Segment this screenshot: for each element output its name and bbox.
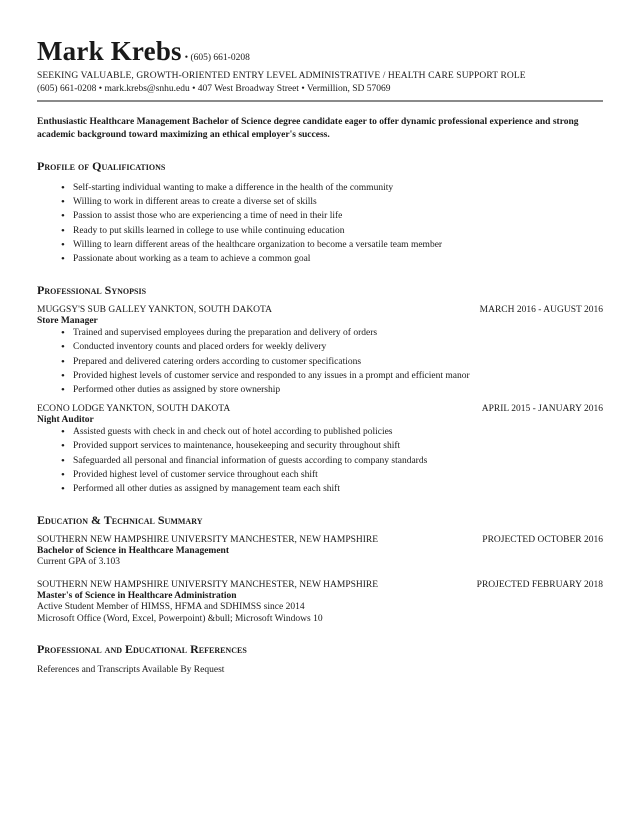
degree-name: Bachelor of Science in Healthcare Management	[37, 546, 229, 557]
job-dates: MARCH 2016 - AUGUST 2016	[479, 305, 603, 316]
list-item: • Provided highest levels of customer service and responded to any issues in a prompt and efficient manor	[61, 369, 470, 382]
list-item: • Provided support services to maintenance, housekeeping and security throughout shift	[61, 440, 401, 453]
list-item: • Assisted guests with check in and check out of hotel according to published policies	[61, 426, 393, 439]
job-role: Store Manager	[37, 316, 98, 327]
summary-statement: Enthusiastic Healthcare Management Bachelor of Science degree candidate eager to offer dynamic professional experience and strong academic background toward maximizing an ethical employer's success.	[37, 117, 579, 140]
section-title-qualifications: Profile of Qualifications	[37, 159, 166, 173]
bullet-icon: •	[61, 355, 65, 368]
qualifications-list	[37, 181, 603, 266]
job-header	[37, 305, 603, 315]
bullet-icon: •	[61, 440, 65, 453]
job-duties-list	[37, 326, 603, 397]
bullet-icon: •	[61, 196, 65, 209]
objective-line: SEEKING VALUABLE, GROWTH-ORIENTED ENTRY LEVEL ADMINISTRATIVE / HEALTH CARE SUPPORT ROLE	[37, 71, 526, 81]
bullet-icon: •	[61, 327, 65, 340]
bullet-icon: •	[61, 483, 65, 496]
list-item: • Provided highest level of customer service throughout each shift	[61, 468, 318, 481]
bullet-icon: •	[61, 454, 65, 467]
education-detail: Current GPA of 3.103	[37, 557, 121, 568]
list-item: • Passion to assist those who are experiencing a time of need in their life	[61, 210, 343, 223]
list-item: • Prepared and delivered catering orders according to customer specifications	[61, 355, 362, 368]
list-item: • Passionate about working as a team to achieve a common goal	[61, 253, 311, 266]
education-dates: PROJECTED OCTOBER 2016	[482, 535, 603, 546]
bullet-icon: •	[61, 468, 65, 481]
bullet-icon: •	[61, 253, 65, 266]
bullet-icon: •	[61, 426, 65, 439]
job-duties-list	[37, 425, 603, 496]
bullet-icon: •	[61, 369, 65, 382]
education-dates: PROJECTED FEBRUARY 2018	[476, 580, 603, 591]
job-role: Night Auditor	[37, 415, 94, 426]
bullet-icon: •	[61, 182, 65, 194]
references-text: References and Transcripts Available By Request	[37, 665, 225, 676]
section-title-education: Education & Technical Summary	[37, 513, 203, 528]
bullet-icon: •	[61, 384, 65, 397]
education-entry	[37, 535, 603, 568]
bullet-icon: •	[61, 224, 65, 237]
job-dates: APRIL 2015 - JANUARY 2016	[481, 404, 603, 415]
list-item: • Conducted inventory counts and placed orders for weekly delivery	[61, 341, 327, 354]
education-detail: Microsoft Office (Word, Excel, Powerpoint) &bull; Microsoft Windows 10	[37, 614, 323, 625]
list-item: • Trained and supervised employees during the preparation and delivery of orders	[61, 327, 378, 340]
list-item: • Willing to learn different areas of the healthcare organization to become a versatile team member	[61, 238, 443, 251]
bullet-icon: •	[61, 341, 65, 354]
name-row	[37, 36, 603, 67]
list-item: • Safeguarded all personal and financial information of guests according to company standards	[61, 454, 428, 467]
list-item: • Willing to work in different areas to create a diverse set of skills	[61, 196, 317, 209]
education-header	[37, 535, 603, 545]
bullet-icon: •	[61, 238, 65, 251]
bullet-icon: •	[61, 210, 65, 223]
list-item: • Ready to put skills learned in college to use while continuing education	[61, 224, 345, 237]
education-detail: Active Student Member of HIMSS, HFMA and SDHIMSS since 2014	[37, 602, 305, 613]
name-phone: • (605) 661-0208	[184, 53, 250, 63]
degree-name: Master's of Science in Healthcare Administration	[37, 591, 237, 602]
school-name: SOUTHERN NEW HAMPSHIRE UNIVERSITY MANCHESTER, NEW HAMPSHIRE	[37, 580, 379, 591]
job-header	[37, 404, 603, 414]
contact-line: (605) 661-0208 • mark.krebs@snhu.edu • 407 West Broadway Street • Vermillion, SD 57069	[37, 84, 391, 94]
section-title-references: Professional and Educational References	[37, 642, 247, 657]
candidate-name: Mark Krebs	[37, 36, 182, 66]
header-divider	[37, 100, 603, 102]
section-title-synopsis: Professional Synopsis	[37, 283, 147, 298]
list-item: • Self-starting individual wanting to make a difference in the health of the community	[61, 182, 394, 194]
education-header	[37, 580, 603, 590]
school-name: SOUTHERN NEW HAMPSHIRE UNIVERSITY MANCHESTER, NEW HAMPSHIRE	[37, 535, 379, 546]
list-item: • Performed all other duties as assigned by management team each shift	[61, 483, 340, 496]
resume-page	[37, 36, 603, 676]
education-entry	[37, 580, 603, 625]
job-employer: ECONO LODGE YANKTON, SOUTH DAKOTA	[37, 404, 231, 415]
job-employer: MUGGSY'S SUB GALLEY YANKTON, SOUTH DAKOTA	[37, 305, 272, 316]
list-item: • Performed other duties as assigned by store ownership	[61, 384, 281, 397]
